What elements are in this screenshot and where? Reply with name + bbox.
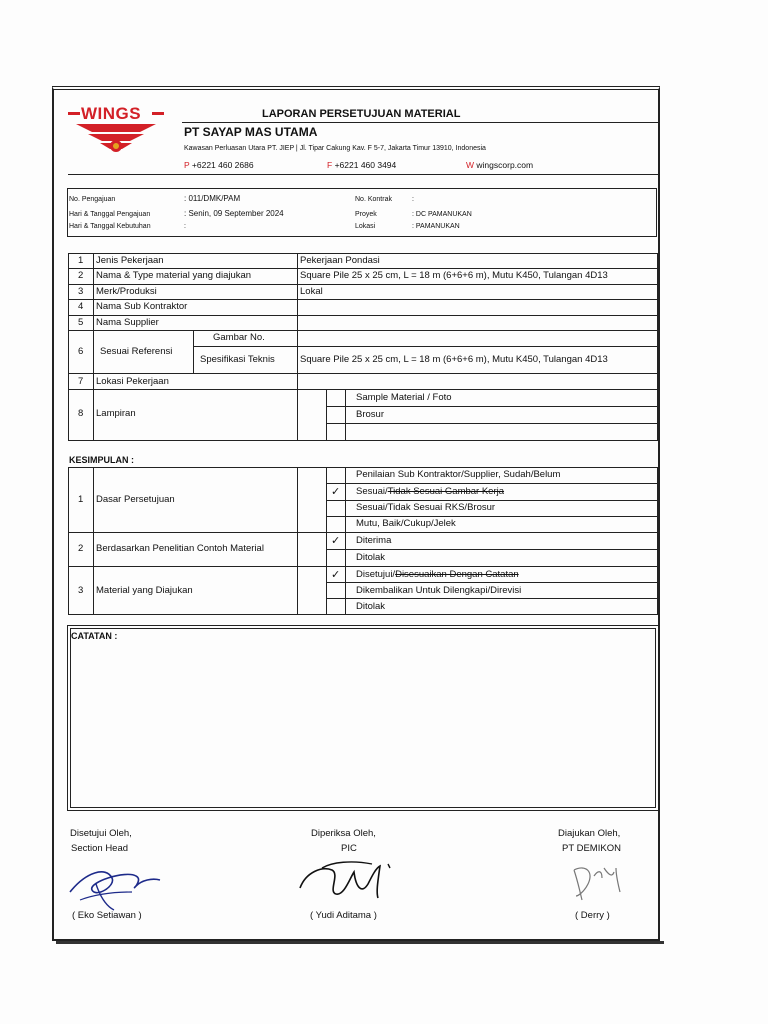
report-title: LAPORAN PERSETUJUAN MATERIAL: [262, 108, 461, 120]
company-address: Kawasan Perluasan Utara PT. JIEP | Jl. Tipar Cakung Kav. F 5-7, Jakarta Timur 13910, Indonesia: [184, 145, 486, 152]
option-mutu: Mutu, Baik/Cukup/Jelek: [356, 518, 456, 529]
lokasi-label: Lokasi: [355, 223, 376, 230]
wings-logo: [68, 104, 164, 152]
option-sesuai-rks: Sesuai/Tidak Sesuai RKS/Brosur: [356, 502, 496, 513]
check-mark-icon: ✓: [331, 485, 341, 498]
no-pengajuan-label: No. Pengajuan: [69, 196, 116, 203]
catatan-heading: CATATAN :: [71, 631, 118, 641]
lampiran-option-brosur: Brosur: [356, 409, 384, 420]
lokasi-value: : PAMANUKAN: [412, 223, 460, 230]
signature-eko: [66, 862, 166, 912]
lampiran-option-foto: Sample Material / Foto: [356, 392, 452, 403]
catatan-box: [67, 625, 659, 811]
wings-emblem-icon: [68, 122, 164, 154]
hari-pengajuan-label: Hari & Tanggal Pengajuan: [69, 211, 151, 218]
logo-text: WINGS: [81, 104, 142, 123]
kesimpulan-heading: KESIMPULAN :: [69, 455, 134, 465]
proyek-label: Proyek: [355, 211, 377, 218]
option-ditolak: Ditolak: [356, 552, 386, 563]
no-pengajuan-value: : 011/DMK/PAM: [184, 194, 241, 203]
check-mark-icon: ✓: [331, 568, 341, 581]
option-penilaian: Penilaian Sub Kontraktor/Supplier, Sudah/Belum: [356, 469, 561, 480]
hari-kebutuhan-label: Hari & Tanggal Kebutuhan: [69, 223, 151, 230]
option-diterima: Diterima: [356, 535, 392, 546]
option-ditolak-material: Ditolak: [356, 601, 386, 612]
proyek-value: : DC PAMANUKAN: [412, 211, 472, 218]
no-kontrak-label: No. Kontrak: [355, 196, 392, 203]
hari-kebutuhan-value: :: [184, 223, 186, 230]
option-sesuai-gambar: Sesuai/Tidak Sesuai Gambar Kerja: [356, 486, 505, 497]
company-fax: F +6221 460 3494: [327, 160, 397, 170]
signature-derry: [568, 862, 628, 906]
no-kontrak-value: :: [412, 196, 414, 203]
signature-yudi: [292, 858, 402, 906]
check-mark-icon: ✓: [331, 534, 341, 547]
document-page: WINGS LAPORAN PERSETUJUAN MATERIAL PT SAYAP MAS UTAMA Kawasan Perluasan Utara PT. JIEP | Jl. Tipar Cakung Kav. F 5-7, Jakarta Timur 13910, Indonesia P +6221 460 2686 F +6221 460 3494 W wingscorp.com No. Pengajuan : 011/DMK/PAM Hari & Tanggal Pengajuan : Senin, 09 September 2024 Hari & Tanggal Kebutuhan : No. Kontrak : Proyek : DC PAMANUKAN Lokasi : PAMANUKAN 1 Jenis Pekerjaan Pekerjaan Pondasi 2 Nama & Type material yang diajukan Square Pile 25 x 25 cm, L = 18 m (6+6+6 m), Mutu K450, Tulangan 4D13 3 Merk/Produksi Lokal 4 Nama Sub Kontraktor 5 Nama Supplier 6 Sesuai Referensi Gambar No. Spesifikasi Teknis Square Pile 25 x 25 cm, L = 18 m (6+6+6 m), Mutu K450, Tulangan 4D13 7 Lokasi Pekerjaan 8 Lampiran Sample Material / Foto Brosur KESIMPULAN : 1 Dasar Persetujuan Penilaian Sub Kontraktor/Supplier, Sudah/Belum ✓ Sesuai/Tidak Sesuai Gambar Kerja Sesuai/Tidak Sesuai RKS/Brosur Mutu, Baik/Cukup/Jelek 2 Berdasarkan Penelitian Contoh Material ✓ Diterima Ditolak 3 Material yang Diajukan ✓ Disetujui/Disesuaikan Dengan Catatan Dikembalikan Untuk Dilengkapi/Direvisi Ditolak CATATAN : Disetujui Oleh, Section Head ( Eko Setiawan ) Diperiksa Oleh, PIC ( Yudi Aditama ) Diajukan Oleh, PT DEMIKON ( Derry ): [0, 0, 768, 1024]
hari-pengajuan-value: : Senin, 09 September 2024: [184, 209, 284, 218]
option-disetujui: Disetujui/Disesuaikan Dengan Catatan: [356, 569, 519, 580]
company-phone: P +6221 460 2686: [184, 160, 254, 170]
company-website: W wingscorp.com: [466, 160, 534, 170]
company-name: PT SAYAP MAS UTAMA: [184, 125, 318, 139]
option-dikembalikan: Dikembalikan Untuk Dilengkapi/Direvisi: [356, 585, 522, 596]
